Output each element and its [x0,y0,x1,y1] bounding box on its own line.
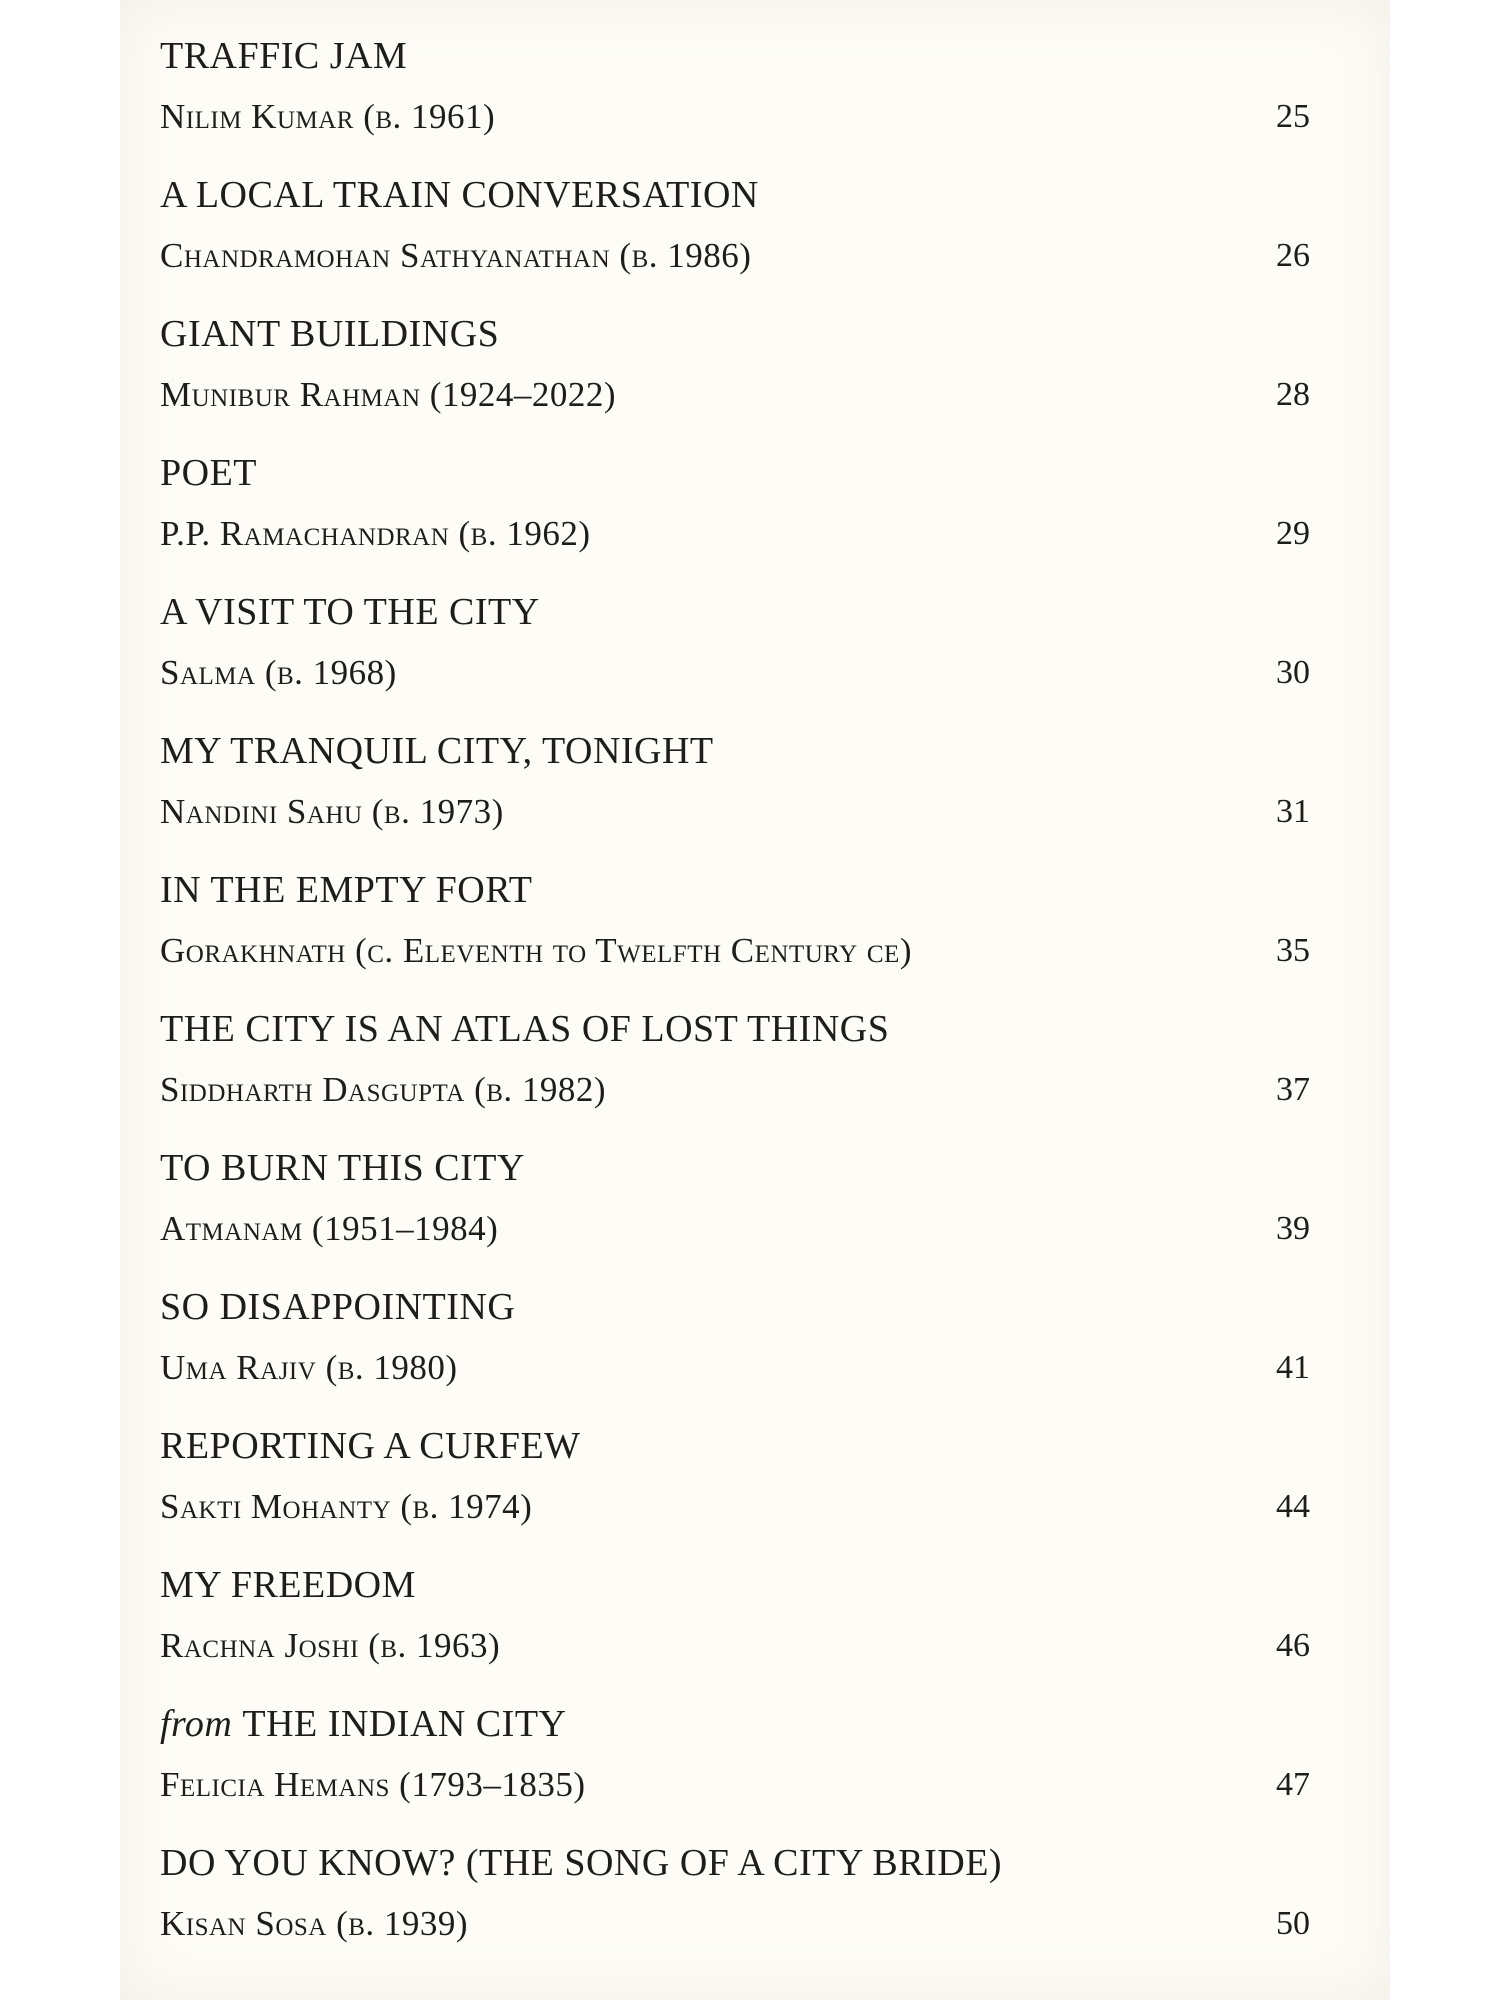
poem-title [160,1698,567,1750]
toc-entry [160,1559,1310,1698]
poem-title-text: IN THE EMPTY FORT [160,869,533,911]
poet-name: Chandramohan Sathyanathan (b. 1986) [160,236,752,275]
poem-title [160,864,533,916]
poem-title [160,1003,889,1055]
poem-title-text: GIANT BUILDINGS [160,313,500,355]
toc-entry [160,725,1310,864]
toc-entry [160,1142,1310,1281]
poem-title [160,1837,1002,1889]
toc-entry [160,586,1310,725]
toc-entry [160,1837,1310,1976]
page-number: 47 [1276,1766,1310,1803]
poet-name: Gorakhnath (c. Eleventh to Twelfth Century ce) [160,931,912,970]
page-number: 31 [1276,793,1310,830]
poem-title [160,169,759,221]
page-number: 30 [1276,654,1310,691]
page-number: 29 [1276,515,1310,552]
page-number: 26 [1276,237,1310,274]
poet-name: Nilim Kumar (b. 1961) [160,97,496,136]
table-of-contents [160,30,1310,1976]
poem-title [160,308,499,360]
poem-title [160,447,257,499]
poem-title-text: A VISIT TO THE CITY [160,591,540,633]
poem-title-text: REPORTING A CURFEW [160,1425,581,1467]
poem-title [160,1281,515,1333]
toc-entry [160,1420,1310,1559]
page-number: 35 [1276,932,1310,969]
toc-entry [160,1698,1310,1837]
poem-title [160,1559,416,1611]
toc-entry [160,1281,1310,1420]
poem-title-text: TRAFFIC JAM [160,35,408,77]
poem-title-text: THE INDIAN CITY [242,1703,567,1745]
poem-title-text: POET [160,452,257,494]
poet-name: Salma (b. 1968) [160,653,397,692]
toc-entry [160,169,1310,308]
page-number: 50 [1276,1905,1310,1942]
poet-name: Rachna Joshi (b. 1963) [160,1626,501,1665]
poem-title-text: TO BURN THIS CITY [160,1147,525,1189]
poem-title [160,1420,581,1472]
poet-name: Sakti Mohanty (b. 1974) [160,1487,533,1526]
poem-title [160,30,407,82]
page-number: 25 [1276,98,1310,135]
poet-name: Kisan Sosa (b. 1939) [160,1904,469,1943]
toc-entry [160,1003,1310,1142]
poem-title [160,725,714,777]
poet-name: Nandini Sahu (b. 1973) [160,792,504,831]
poem-title-text: MY TRANQUIL CITY, TONIGHT [160,730,714,772]
page-number: 39 [1276,1210,1310,1247]
page-number: 37 [1276,1071,1310,1108]
toc-entry [160,864,1310,1003]
poem-title-text: SO DISAPPOINTING [160,1286,516,1328]
poet-name: Uma Rajiv (b. 1980) [160,1348,458,1387]
page-number: 46 [1276,1627,1310,1664]
poem-title [160,1142,525,1194]
page-number: 44 [1276,1488,1310,1525]
poet-name: Siddharth Dasgupta (b. 1982) [160,1070,607,1109]
poem-title [160,586,540,638]
toc-entry [160,30,1310,169]
poem-title-text: DO YOU KNOW? (THE SONG OF A CITY BRIDE) [160,1842,1003,1884]
toc-entry [160,447,1310,586]
poem-title-text: A LOCAL TRAIN CONVERSATION [160,174,759,216]
poet-name: Felicia Hemans (1793–1835) [160,1765,586,1804]
page-number: 28 [1276,376,1310,413]
page-number: 41 [1276,1349,1310,1386]
poet-name: Munibur Rahman (1924–2022) [160,375,617,414]
poem-title-prefix: from [160,1703,233,1745]
poem-title-text: MY FREEDOM [160,1564,416,1606]
poet-name: P.P. Ramachandran (b. 1962) [160,514,591,553]
poem-title-text: THE CITY IS AN ATLAS OF LOST THINGS [160,1008,890,1050]
poet-name: Atmanam (1951–1984) [160,1209,499,1248]
toc-entry [160,308,1310,447]
